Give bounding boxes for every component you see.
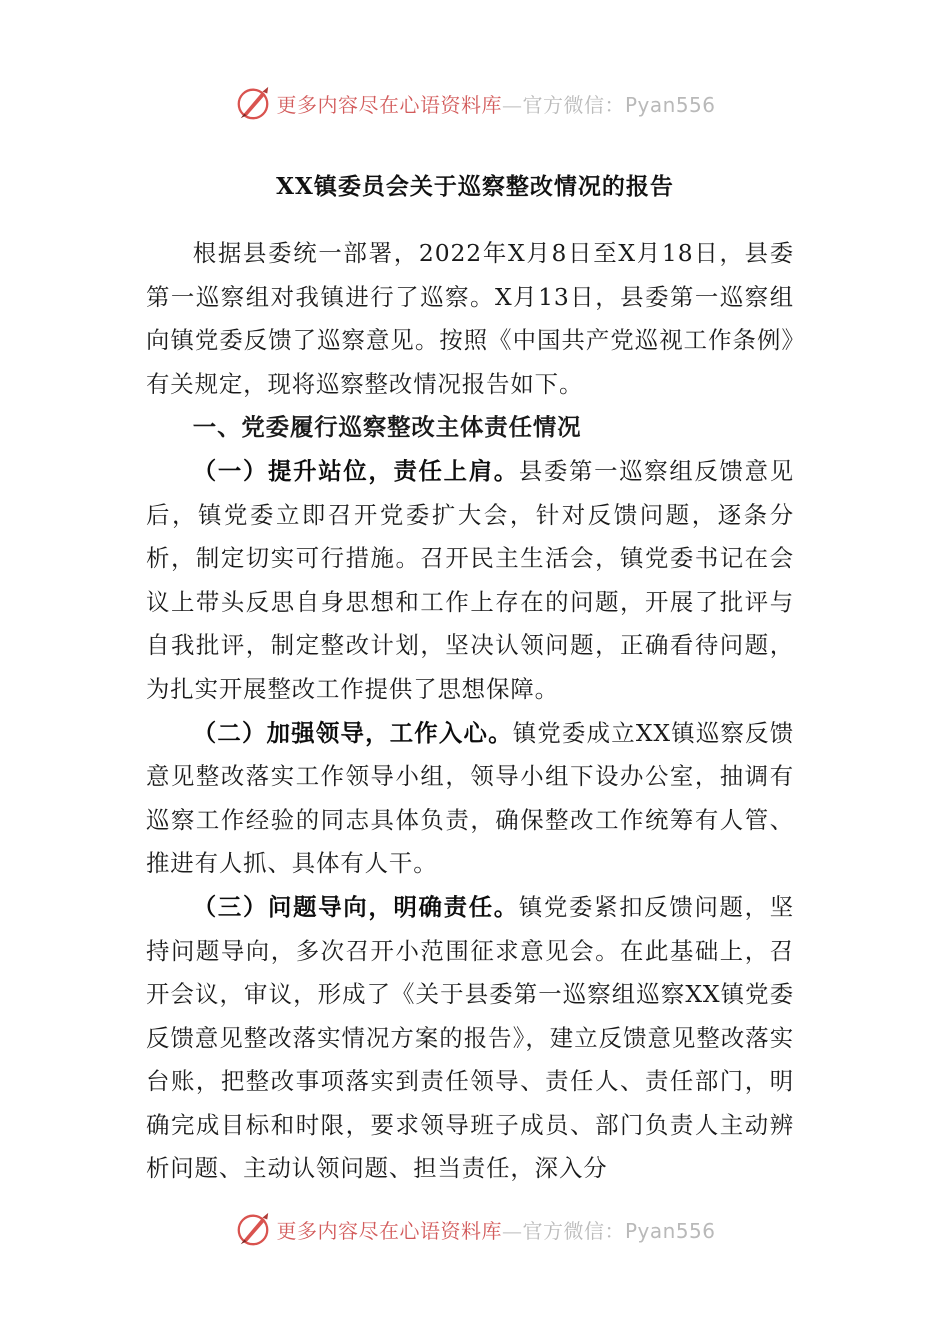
watermark-site: 更多内容尽在心语资料库 xyxy=(276,92,502,117)
watermark-banner-bottom xyxy=(0,1206,950,1252)
watermark-text xyxy=(276,1215,715,1244)
watermark-text xyxy=(276,89,715,118)
watermark-banner-top xyxy=(0,80,950,126)
item-heading: （二）加强领导，工作入心。 xyxy=(192,718,513,747)
watermark-wechat-id: Pyan556 xyxy=(624,92,716,117)
pen-quill-icon xyxy=(234,1210,272,1248)
watermark-separator: — xyxy=(501,92,523,117)
item-paragraph xyxy=(146,712,794,886)
watermark-site: 更多内容尽在心语资料库 xyxy=(276,1218,502,1243)
item-paragraph xyxy=(146,450,794,712)
item-paragraph xyxy=(146,886,794,1191)
document-body xyxy=(146,232,794,1191)
item-body: 镇党委成立XX镇巡察反馈意见整改落实工作领导小组，领导小组下设办公室，抽调有巡察工作经验的同志具体负责，确保整改工作统筹有人管、推进有人抓、具体有人干。 xyxy=(146,718,794,878)
item-body: 县委第一巡察组反馈意见后，镇党委立即召开党委扩大会，针对反馈问题，逐条分析，制定切实可行措施。召开民主生活会，镇党委书记在会议上带头反思自身思想和工作上存在的问题，开展了批评与自我批评，制定整改计划，坚决认领问题，正确看待问题，为扎实开展整改工作提供了思想保障。 xyxy=(146,456,794,703)
document-title: XX镇委员会关于巡察整改情况的报告 xyxy=(276,173,674,200)
item-body: 镇党委紧扣反馈问题，坚持问题导向，多次召开小范围征求意见会。在此基础上，召开会议，审议，形成了《关于县委第一巡察组巡察XX镇党委反馈意见整改落实情况方案的报告》，建立反馈意见整改落实台账，把整改事项落实到责任领导、责任人、责任部门，明确完成目标和时限，要求领导班子成员、部门负责人主动辨析问题、主动认领问题、担当责任，深入分 xyxy=(146,892,794,1183)
watermark-wechat-label: 官方微信： xyxy=(522,1218,625,1243)
intro-paragraph: 根据县委统一部署，2022年X月8日至X月18日，县委第一巡察组对我镇进行了巡察。X月13日，县委第一巡察组向镇党委反馈了巡察意见。按照《中国共产党巡视工作条例》有关规定，现将巡察整改情况报告如下。 xyxy=(146,239,794,398)
watermark-separator: — xyxy=(501,1218,523,1243)
section-heading: 一、党委履行巡察整改主体责任情况 xyxy=(192,413,582,442)
watermark-wechat-id: Pyan556 xyxy=(624,1218,716,1243)
pen-quill-icon xyxy=(234,84,272,122)
watermark-wechat-label: 官方微信： xyxy=(522,92,625,117)
item-heading: （一）提升站位，责任上肩。 xyxy=(192,456,519,485)
item-heading: （三）问题导向，明确责任。 xyxy=(192,892,519,921)
